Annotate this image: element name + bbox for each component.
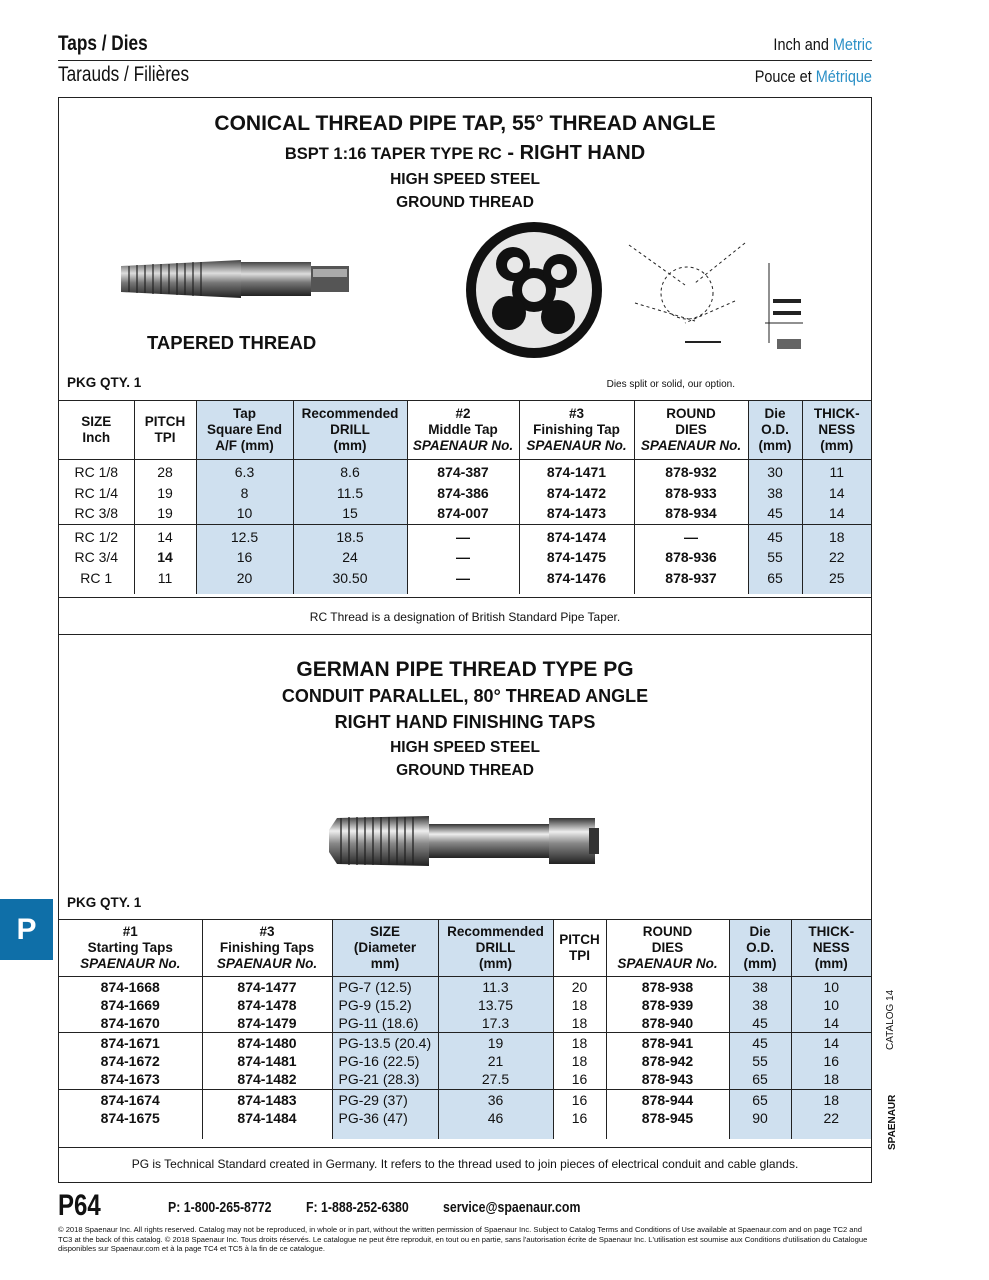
col-thickness: THICK- NESS (mm) [802, 401, 871, 460]
col-starting-taps: #1 Starting Taps SPAENAUR No. [59, 920, 202, 977]
table-row [59, 483, 871, 504]
cell-drill: 11.5 [293, 483, 407, 504]
cell-finishing-tap: 874-1480 [202, 1033, 332, 1053]
cell-drill: 15 [293, 503, 407, 524]
cell-thickness: 14 [802, 503, 871, 524]
cell-die-od: 55 [748, 547, 802, 568]
cell-round-die: 878-940 [606, 1015, 729, 1033]
section2-footnote: PG is Technical Standard created in Germany. It refers to the thread used to join pieces of electrical conduit and cable glands. [131, 1157, 799, 1171]
table-row [59, 568, 871, 589]
cell-die-od: 90 [729, 1110, 791, 1128]
section1-header-row [59, 401, 871, 460]
table-row [59, 503, 871, 524]
table-row [59, 1015, 871, 1033]
col-round-dies: ROUND DIES SPAENAUR No. [634, 401, 748, 460]
cell-round-die: — [634, 524, 748, 547]
dies-note: Dies split or solid, our option. [606, 379, 735, 390]
units-accent: Metric [832, 35, 872, 54]
col-drill: Recommended DRILL (mm) [438, 920, 553, 977]
cell-thickness: 14 [791, 1015, 871, 1033]
phone-number[interactable]: P: 1-800-265-8772 [168, 1200, 272, 1216]
cell-pitch: 16 [553, 1089, 606, 1109]
col-finishing-tap: #3 Finishing Tap SPAENAUR No. [519, 401, 634, 460]
cell-die-od: 55 [729, 1053, 791, 1071]
cell-thickness: 18 [802, 524, 871, 547]
table-row [59, 977, 871, 997]
cell-finishing-tap: 874-1471 [519, 460, 634, 483]
cell-thickness: 18 [791, 1089, 871, 1109]
cell-thickness: 22 [802, 547, 871, 568]
col-die-od: Die O.D. (mm) [748, 401, 802, 460]
cell-middle-tap: 874-387 [407, 460, 519, 483]
section2-table [59, 919, 871, 1139]
col-pitch: PITCH TPI [134, 401, 196, 460]
col-tap-square: Tap Square End A/F (mm) [196, 401, 293, 460]
col-thickness: THICK- NESS (mm) [791, 920, 871, 977]
cell-size: PG-9 (15.2) [332, 997, 438, 1015]
cell-starting-tap: 874-1670 [59, 1015, 202, 1033]
cell-thickness: 11 [802, 460, 871, 483]
units-label-fr [755, 67, 872, 87]
cell-size: PG-11 (18.6) [332, 1015, 438, 1033]
cell-round-die: 878-934 [634, 503, 748, 524]
cell-tap-square: 10 [196, 503, 293, 524]
cell-size: RC 1/2 [59, 524, 134, 547]
cell-tap-square: 12.5 [196, 524, 293, 547]
section-tab-p[interactable]: P [0, 899, 53, 960]
cell-pitch: 18 [553, 1015, 606, 1033]
table-row [59, 1089, 871, 1109]
cell-middle-tap: — [407, 547, 519, 568]
cell-round-die: 878-942 [606, 1053, 729, 1071]
cell-starting-tap: 874-1673 [59, 1071, 202, 1089]
cell-drill: 46 [438, 1110, 553, 1128]
cell-starting-tap: 874-1668 [59, 977, 202, 997]
brand-label: SPAENAUR [887, 1094, 898, 1150]
units-prefix-fr: Pouce et [754, 67, 816, 86]
cell-size: PG-29 (37) [332, 1089, 438, 1109]
col-die-od: Die O.D. (mm) [729, 920, 791, 977]
cell-size: RC 3/8 [59, 503, 134, 524]
cell-drill: 13.75 [438, 997, 553, 1015]
table2-bottom-rule [59, 1147, 871, 1148]
cell-round-die: 878-937 [634, 568, 748, 589]
cell-pitch: 20 [553, 977, 606, 997]
cell-tap-square: 16 [196, 547, 293, 568]
section2-finish: GROUND THREAD [396, 762, 534, 779]
cell-finishing-tap: 874-1481 [202, 1053, 332, 1071]
section2-subtitle: CONDUIT PARALLEL, 80° THREAD ANGLE [281, 686, 649, 706]
table-row [59, 460, 871, 483]
cell-die-od: 65 [748, 568, 802, 589]
cell-finishing-tap: 874-1474 [519, 524, 634, 547]
section1-subtitle-a: BSPT 1:16 TAPER TYPE RC [284, 145, 502, 163]
units-accent-fr: Métrique [815, 67, 872, 86]
header-row-en [58, 30, 872, 60]
cell-round-die: 878-938 [606, 977, 729, 997]
cell-size: RC 3/4 [59, 547, 134, 568]
section1-subtitle-b: - RIGHT HAND [501, 142, 646, 164]
cell-size: PG-21 (28.3) [332, 1071, 438, 1089]
cell-round-die: 878-941 [606, 1033, 729, 1053]
catalog-label: CATALOG 14 [885, 989, 896, 1050]
col-middle-tap: #2 Middle Tap SPAENAUR No. [407, 401, 519, 460]
cell-die-od: 65 [729, 1071, 791, 1089]
cell-drill: 36 [438, 1089, 553, 1109]
col-size-diameter: SIZE (Diameter mm) [332, 920, 438, 977]
cell-die-od: 30 [748, 460, 802, 483]
fax-number: F: 1-888-252-6380 [306, 1200, 409, 1216]
cell-size: PG-7 (12.5) [332, 977, 438, 997]
cell-middle-tap: — [407, 524, 519, 547]
cell-pitch: 18 [553, 1033, 606, 1053]
email-link[interactable]: service@spaenaur.com [443, 1200, 581, 1216]
tapered-thread-caption: TAPERED THREAD [147, 332, 317, 353]
cell-die-od: 45 [729, 1015, 791, 1033]
cell-round-die: 878-939 [606, 997, 729, 1015]
cell-drill: 18.5 [293, 524, 407, 547]
cell-finishing-tap: 874-1479 [202, 1015, 332, 1033]
cell-drill: 24 [293, 547, 407, 568]
header-rule [58, 60, 872, 61]
cell-round-die: 878-943 [606, 1071, 729, 1089]
cell-die-od: 45 [729, 1033, 791, 1053]
cell-die-od: 45 [748, 503, 802, 524]
cell-drill: 19 [438, 1033, 553, 1053]
cell-die-od: 38 [748, 483, 802, 504]
section1-table [59, 400, 871, 594]
section2-pkg-qty: PKG QTY. 1 [67, 895, 142, 910]
cell-starting-tap: 874-1669 [59, 997, 202, 1015]
cell-thickness: 22 [791, 1110, 871, 1128]
cell-drill: 27.5 [438, 1071, 553, 1089]
cell-drill: 11.3 [438, 977, 553, 997]
cell-pitch: 14 [134, 524, 196, 547]
table-row [59, 524, 871, 547]
cell-finishing-tap: 874-1484 [202, 1110, 332, 1128]
cell-starting-tap: 874-1674 [59, 1089, 202, 1109]
table-row [59, 1053, 871, 1071]
table-row [59, 547, 871, 568]
round-die-image [463, 219, 605, 361]
cell-die-od: 65 [729, 1089, 791, 1109]
cell-tap-square: 8 [196, 483, 293, 504]
page-title-fr: Tarauds / Filières [58, 63, 190, 86]
cell-pitch: 28 [134, 460, 196, 483]
cell-pitch: 16 [553, 1071, 606, 1089]
units-label-en [773, 35, 872, 55]
cell-thickness: 16 [791, 1053, 871, 1071]
cell-round-die: 878-944 [606, 1089, 729, 1109]
cell-thickness: 14 [791, 1033, 871, 1053]
cell-thickness: 10 [791, 997, 871, 1015]
cell-thickness: 10 [791, 977, 871, 997]
table-row [59, 1033, 871, 1053]
col-drill: Recommended DRILL (mm) [293, 401, 407, 460]
section2-material: HIGH SPEED STEEL [390, 739, 540, 756]
cell-drill: 30.50 [293, 568, 407, 589]
table1-bottom-rule [59, 597, 871, 598]
cell-finishing-tap: 874-1473 [519, 503, 634, 524]
cell-pitch: 19 [134, 483, 196, 504]
cell-size: RC 1/4 [59, 483, 134, 504]
cell-size: PG-36 (47) [332, 1110, 438, 1128]
cell-finishing-tap: 874-1483 [202, 1089, 332, 1109]
cell-pitch: 16 [553, 1110, 606, 1128]
page-title: Taps / Dies [58, 32, 148, 55]
cell-finishing-tap: 874-1476 [519, 568, 634, 589]
cell-starting-tap: 874-1672 [59, 1053, 202, 1071]
cell-finishing-tap: 874-1472 [519, 483, 634, 504]
table-row [59, 1071, 871, 1089]
cell-size: RC 1/8 [59, 460, 134, 483]
cell-die-od: 38 [729, 977, 791, 997]
finishing-tap-image [329, 806, 603, 878]
section-divider [59, 634, 871, 635]
cell-die-od: 45 [748, 524, 802, 547]
cell-pitch: 14 [134, 547, 196, 568]
cell-middle-tap: 874-386 [407, 483, 519, 504]
units-prefix: Inch and [773, 35, 833, 54]
section1-footnote: RC Thread is a designation of British Standard Pipe Taper. [309, 610, 621, 624]
section1-title: CONICAL THREAD PIPE TAP, 55° THREAD ANGLE [214, 112, 716, 135]
cell-thickness: 25 [802, 568, 871, 589]
cell-thickness: 18 [791, 1071, 871, 1089]
table-row [59, 997, 871, 1015]
cell-drill: 21 [438, 1053, 553, 1071]
section1-subtitle [59, 142, 871, 165]
cell-pitch: 11 [134, 568, 196, 589]
col-size: SIZE Inch [59, 401, 134, 460]
tapered-tap-image [121, 256, 351, 302]
cell-finishing-tap: 874-1478 [202, 997, 332, 1015]
cell-pitch: 19 [134, 503, 196, 524]
cell-pitch: 18 [553, 997, 606, 1015]
cell-size: PG-13.5 (20.4) [332, 1033, 438, 1053]
cell-size: RC 1 [59, 568, 134, 589]
cell-round-die: 878-932 [634, 460, 748, 483]
cell-drill: 8.6 [293, 460, 407, 483]
col-finishing-taps: #3 Finishing Taps SPAENAUR No. [202, 920, 332, 977]
cell-starting-tap: 874-1675 [59, 1110, 202, 1128]
header-row-fr [58, 63, 872, 91]
cell-thickness: 14 [802, 483, 871, 504]
cell-finishing-tap: 874-1477 [202, 977, 332, 997]
col-round-dies: ROUND DIES SPAENAUR No. [606, 920, 729, 977]
section1-material: HIGH SPEED STEEL [390, 171, 540, 188]
section2-header-row [59, 920, 871, 977]
section2-title: GERMAN PIPE THREAD TYPE PG [296, 658, 634, 681]
col-pitch: PITCH TPI [553, 920, 606, 977]
cell-tap-square: 20 [196, 568, 293, 589]
cell-round-die: 878-945 [606, 1110, 729, 1128]
cell-size: PG-16 (22.5) [332, 1053, 438, 1071]
legal-text: © 2018 Spaenaur Inc. All rights reserved. Catalog may not be reproduced, in whole or in part, without the written permission of Spaenaur Inc. Subject to Catalog Terms and Conditions of Use available at Spaenaur.com and on page TC2 and TC3 at the back of this catalog. © 2018 Spaenaur Inc. Tous droits réservés. Le catalogue ne peut être reproduit, en tout ou en partie, sans l'autorisation écrite de Spaenaur Inc. L'utilisation est soumise aux Conditions d'utilisation du Catalogue disponibles sur Spaenaur.com et à la page TC4 et TC5 à la fin de ce catalogue. [58, 1225, 868, 1253]
cell-starting-tap: 874-1671 [59, 1033, 202, 1053]
section2-hand: RIGHT HAND FINISHING TAPS [334, 712, 596, 732]
cell-die-od: 38 [729, 997, 791, 1015]
cell-tap-square: 6.3 [196, 460, 293, 483]
cell-middle-tap: 874-007 [407, 503, 519, 524]
table-row [59, 1110, 871, 1128]
cell-finishing-tap: 874-1475 [519, 547, 634, 568]
cell-drill: 17.3 [438, 1015, 553, 1033]
cell-finishing-tap: 874-1482 [202, 1071, 332, 1089]
cell-middle-tap: — [407, 568, 519, 589]
cell-round-die: 878-933 [634, 483, 748, 504]
catalog-box [58, 97, 872, 1183]
cell-round-die: 878-936 [634, 547, 748, 568]
section1-pkg-qty: PKG QTY. 1 [67, 375, 142, 390]
die-dimension-drawing [625, 223, 805, 353]
cell-pitch: 18 [553, 1053, 606, 1071]
section1-finish: GROUND THREAD [396, 194, 534, 211]
page-number: P64 [58, 1189, 101, 1222]
